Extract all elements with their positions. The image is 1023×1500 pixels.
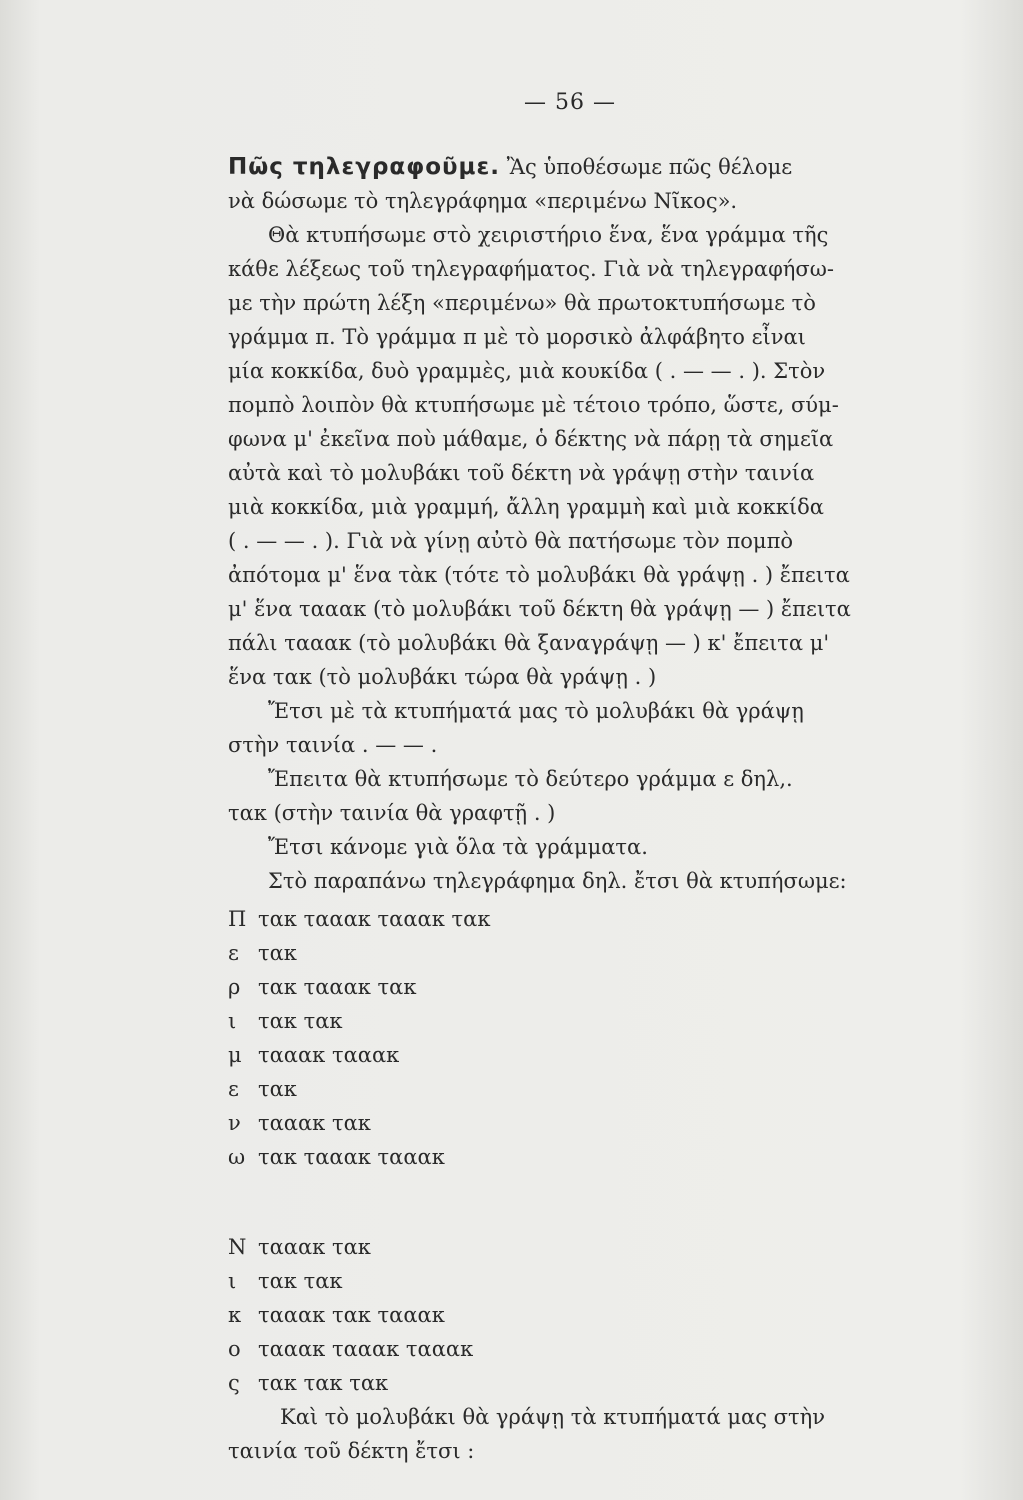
text-line: πομπὸ λοιπὸν θὰ κτυπήσωμε μὲ τέτοιο τρόπο, ὥστε, σύμ- (228, 393, 839, 417)
text-line: Στὸ παραπάνω τηλεγράφημα δηλ. ἔτσι θὰ κτυπήσωμε: (268, 869, 847, 893)
code-letter: Ν (228, 1235, 247, 1259)
text-line: Ἔτσι μὲ τὰ κτυπήματά μας τὸ μολυβάκι θὰ γράψῃ (268, 699, 804, 723)
code-letter: ρ (228, 975, 241, 999)
code-letter: ς (228, 1371, 240, 1395)
code-letter: ο (228, 1337, 241, 1361)
code-row (228, 1072, 958, 1106)
code-letter: κ (228, 1303, 242, 1327)
text-line: ἕνα τακ (τὸ μολυβάκι τώρα θὰ γράψῃ . ) (228, 665, 657, 689)
code-letter: ε (228, 941, 239, 965)
code-row (228, 1004, 958, 1038)
page-text (228, 150, 958, 1468)
code-row (228, 936, 958, 970)
code-row (228, 1298, 958, 1332)
code-taps: τακ τααακ τακ (258, 975, 417, 999)
code-row (228, 970, 958, 1004)
text-line: κάθε λέξεως τοῦ τηλεγραφήματος. Γιὰ νὰ τηλεγραφήσω- (228, 257, 834, 281)
text-line: μ' ἕνα τααακ (τὸ μολυβάκι τοῦ δέκτη θὰ γράψῃ — ) ἔπειτα (228, 597, 851, 621)
text-line: Ἔπειτα θὰ κτυπήσωμε τὸ δεύτερο γράμμα ε δηλ,. (268, 767, 793, 791)
code-taps: τααακ τακ τααακ (258, 1303, 445, 1327)
code-letter: ν (228, 1111, 241, 1135)
code-row (228, 902, 958, 936)
code-taps: τακ τακ (258, 1269, 343, 1293)
code-taps: τακ (258, 941, 297, 965)
text-line: φωνα μ' ἐκεῖνα ποὺ μάθαμε, ὁ δέκτης νὰ πάρῃ τὰ σημεῖα (228, 427, 834, 451)
code-letter: Π (228, 907, 247, 931)
spacer (228, 1174, 958, 1226)
code-row (228, 1140, 958, 1174)
text-line: μιὰ κοκκίδα, μιὰ γραμμή, ἄλλη γραμμὴ καὶ μιὰ κοκκίδα (228, 495, 824, 519)
text-line: τακ (στὴν ταινία θὰ γραφτῇ . ) (228, 801, 556, 825)
code-taps: τακ τακ τακ (258, 1371, 389, 1395)
code-row (228, 1366, 958, 1400)
code-letter: ι (228, 1009, 237, 1033)
page-number: — 56 — (524, 90, 616, 115)
text-line: μία κοκκίδα, δυὸ γραμμὲς, μιὰ κουκίδα ( . — — . ). Στὸν (228, 359, 826, 383)
text-line: ἀπότομα μ' ἕνα τὰκ (τότε τὸ μολυβάκι θὰ γράψῃ . ) ἔπειτα (228, 563, 850, 587)
morse-code-word-1 (228, 902, 958, 1174)
text-line: Θὰ κτυπήσωμε στὸ χειριστήριο ἕνα, ἕνα γράμμα τῆς (268, 223, 829, 247)
closing-line: Καὶ τὸ μολυβάκι θὰ γράψῃ τὰ κτυπήματά μας στὴν (280, 1405, 825, 1429)
code-taps: τακ τααακ τααακ τακ (258, 907, 491, 931)
section-heading: Πῶς τηλεγραφοῦμε. (228, 154, 501, 180)
morse-code-word-2 (228, 1230, 958, 1400)
first-line: Πῶς τηλεγραφοῦμε. Ἂς ὑποθέσωμε πῶς θέλομε (228, 154, 793, 180)
text-line: αὐτὰ καὶ τὸ μολυβάκι τοῦ δέκτη νὰ γράψῃ στὴν ταινία (228, 461, 815, 485)
code-taps: τακ τακ (258, 1009, 343, 1033)
code-taps: τααακ τααακ (258, 1043, 400, 1067)
code-row (228, 1264, 958, 1298)
text-line: ( . — — . ). Γιὰ νὰ γίνῃ αὐτὸ θὰ πατήσωμε τὸν πομπὸ (228, 529, 794, 553)
code-row (228, 1332, 958, 1366)
code-row (228, 1038, 958, 1072)
text-line: με τὴν πρώτη λέξη «περιμένω» θὰ πρωτοκτυπήσωμε τὸ (228, 291, 816, 315)
code-letter: ι (228, 1269, 237, 1293)
code-row (228, 1106, 958, 1140)
code-taps: τακ τααακ τααακ (258, 1145, 445, 1169)
code-letter: ω (228, 1145, 246, 1169)
code-taps: τααακ τακ (258, 1111, 371, 1135)
code-letter: ε (228, 1077, 239, 1101)
text-line: νὰ δώσωμε τὸ τηλεγράφημα «περιμένω Νῖκος». (228, 189, 738, 213)
code-taps: τααακ τακ (258, 1235, 371, 1259)
closing-line: ταινία τοῦ δέκτη ἔτσι : (228, 1439, 475, 1463)
code-taps: τακ (258, 1077, 297, 1101)
code-letter: μ (228, 1043, 242, 1067)
text-line: Ἔτσι κάνομε γιὰ ὅλα τὰ γράμματα. (268, 835, 648, 859)
text-line: γράμμα π. Τὸ γράμμα π μὲ τὸ μορσικὸ ἀλφάβητο εἶναι (228, 325, 806, 349)
text-line: στὴν ταινία . — — . (228, 733, 438, 757)
text-line: πάλι τααακ (τὸ μολυβάκι θὰ ξαναγράψῃ — ) κ' ἔπειτα μ' (228, 631, 830, 655)
code-taps: τααακ τααακ τααακ (258, 1337, 474, 1361)
code-row (228, 1230, 958, 1264)
